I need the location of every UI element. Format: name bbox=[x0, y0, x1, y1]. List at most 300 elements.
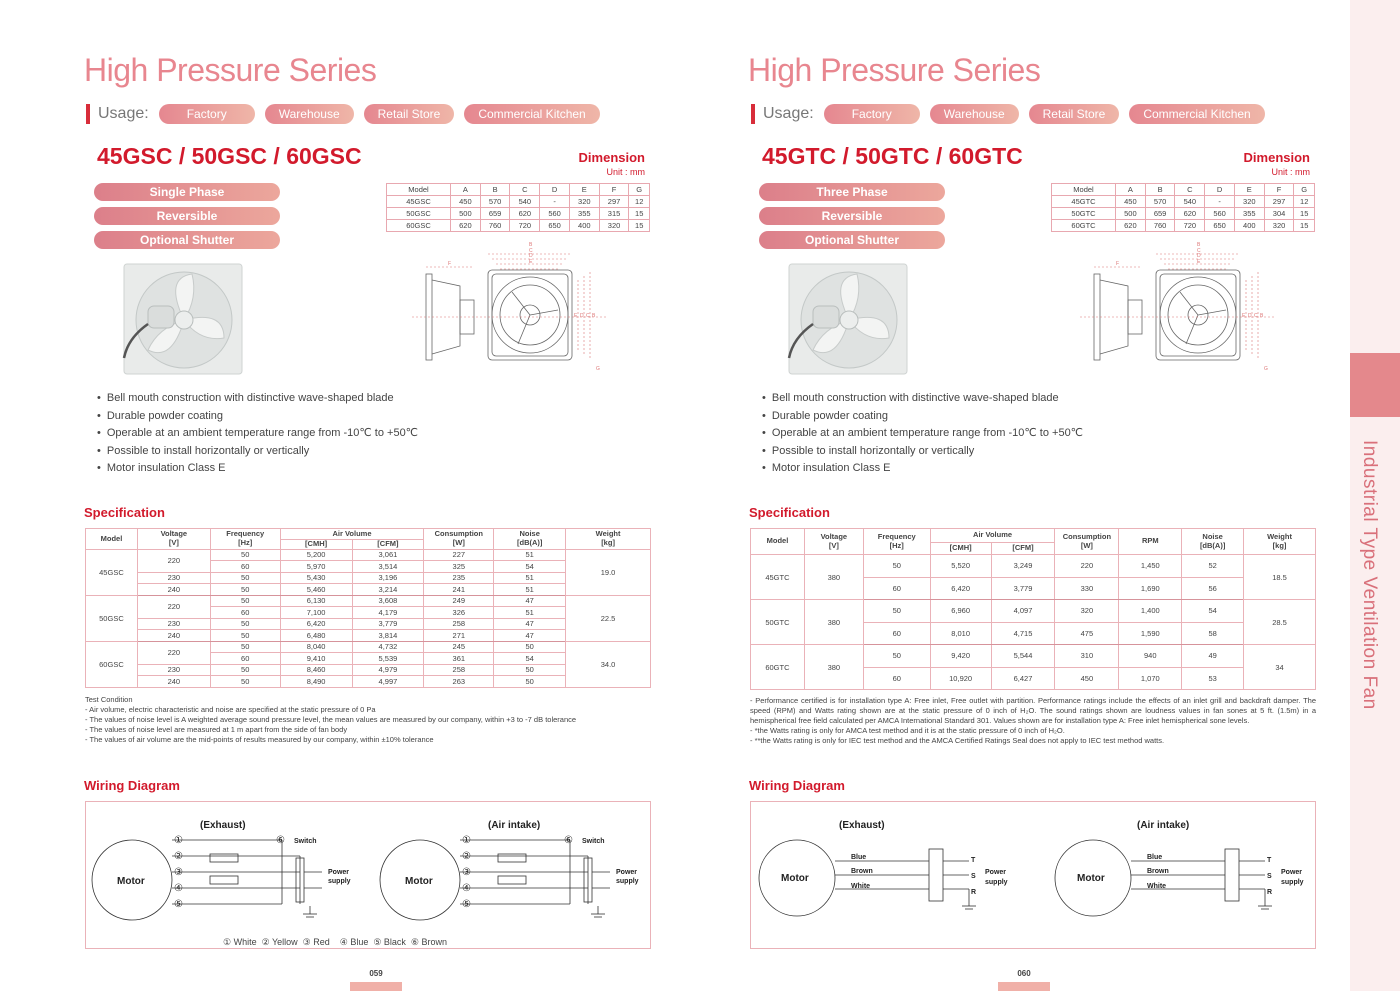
dim-cell: 15 bbox=[629, 220, 650, 232]
spec-cell: 1,450 bbox=[1119, 555, 1182, 578]
spec-cell: 271 bbox=[424, 630, 494, 642]
spec-model-cell: 50GTC bbox=[751, 600, 805, 645]
supply-label: supply bbox=[985, 879, 1008, 886]
spec-voltage-cell: 220 bbox=[137, 641, 210, 664]
dim-col-header: C bbox=[510, 184, 540, 196]
wire-color-label: White bbox=[1147, 883, 1167, 890]
dim-cell: - bbox=[540, 196, 570, 208]
spec-cell: 1,690 bbox=[1119, 577, 1182, 600]
svg-text:C: C bbox=[529, 248, 533, 254]
dimension-table bbox=[386, 183, 650, 232]
spec-voltage-cell: 220 bbox=[137, 549, 210, 572]
spec-cell: 3,249 bbox=[991, 555, 1055, 578]
power-label: Power bbox=[1281, 869, 1303, 876]
dim-cell: 297 bbox=[1264, 196, 1294, 208]
col-header-cfm: [CFM] bbox=[991, 543, 1055, 555]
spec-cell: 50 bbox=[210, 595, 280, 607]
spec-cell: 8,010 bbox=[930, 622, 991, 645]
list-item: • Possible to install horizontally or vertically bbox=[97, 443, 418, 461]
col-header-frequency bbox=[863, 529, 930, 555]
wire-color-label: Brown bbox=[851, 868, 873, 875]
spec-cell: 361 bbox=[424, 653, 494, 665]
svg-text:G: G bbox=[1264, 366, 1268, 372]
spec-cell: 5,970 bbox=[280, 561, 352, 573]
dim-cell: 12 bbox=[629, 196, 650, 208]
spec-cell: 4,997 bbox=[352, 676, 424, 688]
spec-cell: 6,130 bbox=[280, 595, 352, 607]
dim-cell: 12 bbox=[1294, 196, 1315, 208]
terminal-label: R bbox=[971, 889, 977, 896]
table-row bbox=[751, 645, 1316, 668]
spec-cell: 4,715 bbox=[991, 622, 1055, 645]
note-line: - The values of air volume are the mid-points of results measured by our company, within ±10% tolerance bbox=[85, 735, 434, 744]
series-title: High Pressure Series bbox=[748, 52, 1041, 88]
spec-model-cell: 45GSC bbox=[86, 549, 138, 595]
page-number: 059 bbox=[369, 969, 383, 978]
fan-product-image bbox=[112, 258, 247, 378]
spec-cell: 3,779 bbox=[352, 618, 424, 630]
spec-cell: 1,400 bbox=[1119, 600, 1182, 623]
spec-title: Specification bbox=[84, 505, 165, 520]
list-item: • Operable at an ambient temperature range from -10℃ to +50℃ bbox=[762, 425, 1083, 443]
supply-label: supply bbox=[616, 878, 639, 885]
table-row bbox=[751, 600, 1316, 623]
dim-cell: 400 bbox=[569, 220, 599, 232]
svg-text:B: B bbox=[1260, 313, 1264, 319]
usage-row bbox=[751, 104, 1275, 124]
wiring-title: Wiring Diagram bbox=[84, 778, 180, 793]
feature-pill-reversible: Reversible bbox=[759, 207, 945, 225]
wiring-diagram bbox=[751, 802, 1315, 948]
table-row bbox=[751, 555, 1316, 578]
frequency-unit: [Hz] bbox=[889, 540, 904, 550]
table-row bbox=[86, 595, 651, 607]
voltage-unit: [V] bbox=[828, 540, 839, 550]
usage-tag-retail: Retail Store bbox=[364, 104, 455, 124]
dim-cell: 45GSC bbox=[387, 196, 451, 208]
spec-cell: 50 bbox=[210, 676, 280, 688]
dim-cell: 355 bbox=[1234, 208, 1264, 220]
svg-text:E: E bbox=[1197, 259, 1201, 265]
spec-cell: 475 bbox=[1055, 622, 1119, 645]
spec-cell: 53 bbox=[1182, 667, 1244, 690]
dim-cell: 659 bbox=[480, 208, 510, 220]
motor-label: Motor bbox=[117, 876, 145, 887]
spec-weight-cell: 18.5 bbox=[1244, 555, 1316, 600]
usage-tag-kitchen: Commercial Kitchen bbox=[464, 104, 599, 124]
dim-cell: 15 bbox=[629, 208, 650, 220]
spec-cell: 263 bbox=[424, 676, 494, 688]
spec-cell: 3,814 bbox=[352, 630, 424, 642]
feature-pill-shutter: Optional Shutter bbox=[759, 231, 945, 249]
spec-voltage-cell: 220 bbox=[137, 595, 210, 618]
weight-unit: [kg] bbox=[601, 537, 615, 547]
spec-cell: 258 bbox=[424, 618, 494, 630]
dimension-unit: Unit : mm bbox=[1271, 167, 1310, 177]
feature-pill-shutter: Optional Shutter bbox=[94, 231, 280, 249]
dim-col-header: Model bbox=[1052, 184, 1116, 196]
dim-cell: 760 bbox=[480, 220, 510, 232]
terminal-label: S bbox=[971, 873, 976, 880]
col-header-model: Model bbox=[86, 529, 138, 550]
spec-cell: 54 bbox=[494, 561, 566, 573]
svg-text:B: B bbox=[592, 313, 596, 319]
spec-cell: 3,061 bbox=[352, 549, 424, 561]
usage-row bbox=[86, 104, 610, 124]
wire-number: ⑤ bbox=[462, 899, 471, 910]
wire-color-label: Brown bbox=[1147, 868, 1169, 875]
list-item: • Bell mouth construction with distinctive wave-shaped blade bbox=[762, 390, 1083, 408]
spec-cell: 6,420 bbox=[280, 618, 352, 630]
spec-cell: 60 bbox=[210, 561, 280, 573]
spec-weight-cell: 19.0 bbox=[566, 549, 651, 595]
spec-table bbox=[750, 528, 1316, 690]
svg-text:C: C bbox=[586, 313, 590, 319]
spec-voltage-cell: 240 bbox=[137, 630, 210, 642]
svg-text:B: B bbox=[529, 242, 533, 248]
spec-cell: 9,420 bbox=[930, 645, 991, 668]
dim-cell: 620 bbox=[451, 220, 481, 232]
spec-cell: 5,544 bbox=[991, 645, 1055, 668]
spec-cell: 3,779 bbox=[991, 577, 1055, 600]
spec-voltage-cell: 230 bbox=[137, 664, 210, 676]
power-label: Power bbox=[328, 869, 350, 876]
dim-col-header: D bbox=[540, 184, 570, 196]
dim-cell: 304 bbox=[1264, 208, 1294, 220]
spec-cell: 7,100 bbox=[280, 607, 352, 619]
dim-col-header: E bbox=[1234, 184, 1264, 196]
dim-cell: 320 bbox=[1264, 220, 1294, 232]
list-item: • Durable powder coating bbox=[97, 408, 418, 426]
wiring-diagram-box bbox=[85, 801, 651, 949]
feature-pill-phase: Single Phase bbox=[94, 183, 280, 201]
wire-number: ④ bbox=[462, 883, 471, 894]
dim-cell: 45GTC bbox=[1052, 196, 1116, 208]
spec-cell: 47 bbox=[494, 618, 566, 630]
spec-voltage-cell: 230 bbox=[137, 618, 210, 630]
dim-cell: 540 bbox=[1175, 196, 1205, 208]
page-number-bar bbox=[998, 982, 1050, 991]
spec-cell: 50 bbox=[210, 618, 280, 630]
page-right bbox=[700, 0, 1350, 991]
note-line: - *the Watts rating is only for AMCA test method and it is at the static pressure of 0 inch of H₂O. bbox=[750, 726, 1065, 735]
col-header-cmh: [CMH] bbox=[930, 543, 991, 555]
spec-cell: 50 bbox=[210, 664, 280, 676]
dim-cell: 60GSC bbox=[387, 220, 451, 232]
dimension-diagram bbox=[1080, 240, 1280, 380]
side-tab-marker bbox=[1350, 353, 1400, 417]
table-row bbox=[1052, 208, 1315, 220]
exhaust-label: (Exhaust) bbox=[839, 820, 885, 831]
dim-col-header: E bbox=[569, 184, 599, 196]
terminal-label: S bbox=[1267, 873, 1272, 880]
wire-number: ③ bbox=[462, 867, 471, 878]
consumption-unit: [W] bbox=[1080, 540, 1093, 550]
dim-cell: 620 bbox=[510, 208, 540, 220]
consumption-label: Consumption bbox=[1062, 532, 1112, 541]
dim-cell: 650 bbox=[540, 220, 570, 232]
wire-number: ① bbox=[462, 835, 471, 846]
spec-cell: 4,732 bbox=[352, 641, 424, 653]
feature-pill-reversible: Reversible bbox=[94, 207, 280, 225]
spec-cell: 47 bbox=[494, 630, 566, 642]
dim-cell: 355 bbox=[569, 208, 599, 220]
spec-cell: 8,460 bbox=[280, 664, 352, 676]
weight-label: Weight bbox=[1267, 532, 1292, 541]
spec-cell: 4,097 bbox=[991, 600, 1055, 623]
spec-voltage-cell: 380 bbox=[804, 555, 863, 600]
svg-text:F: F bbox=[448, 261, 452, 267]
weight-unit: [kg] bbox=[1272, 540, 1287, 550]
usage-tag-factory: Factory bbox=[159, 104, 255, 124]
wire-number: ② bbox=[174, 851, 183, 862]
feature-list bbox=[762, 390, 1083, 478]
col-header-frequency bbox=[210, 529, 280, 550]
spec-cell: 54 bbox=[1182, 600, 1244, 623]
spec-cell: 5,430 bbox=[280, 572, 352, 584]
wire-color-label: White bbox=[851, 883, 871, 890]
col-header-air-volume: Air Volume bbox=[930, 529, 1055, 543]
svg-text:B: B bbox=[1197, 242, 1201, 248]
intake-label: (Air intake) bbox=[488, 820, 541, 831]
noise-unit: [dB(A)] bbox=[1199, 540, 1226, 550]
dim-cell: 560 bbox=[540, 208, 570, 220]
spec-cell: 50 bbox=[210, 630, 280, 642]
fan-product-image bbox=[777, 258, 912, 378]
spec-cell: 51 bbox=[494, 584, 566, 596]
spec-cell: 3,514 bbox=[352, 561, 424, 573]
wire-number: ② bbox=[462, 851, 471, 862]
usage-tag-warehouse: Warehouse bbox=[265, 104, 354, 124]
wire-color-label: Blue bbox=[1147, 854, 1163, 861]
feature-pill-phase: Three Phase bbox=[759, 183, 945, 201]
dim-cell: 540 bbox=[510, 196, 540, 208]
dim-cell: - bbox=[1205, 196, 1235, 208]
col-header-noise bbox=[494, 529, 566, 550]
dim-cell: 320 bbox=[569, 196, 599, 208]
spec-cell: 6,427 bbox=[991, 667, 1055, 690]
dim-cell: 620 bbox=[1175, 208, 1205, 220]
svg-text:F: F bbox=[1116, 261, 1120, 267]
spec-cell: 5,520 bbox=[930, 555, 991, 578]
spec-cell: 50 bbox=[863, 555, 930, 578]
dim-cell: 315 bbox=[599, 208, 629, 220]
voltage-label: Voltage bbox=[820, 532, 848, 541]
motor-label: Motor bbox=[405, 876, 433, 887]
spec-cell: 325 bbox=[424, 561, 494, 573]
spec-cell: 50 bbox=[210, 641, 280, 653]
spec-model-cell: 60GSC bbox=[86, 641, 138, 687]
spec-cell: 60 bbox=[210, 607, 280, 619]
dim-cell: 720 bbox=[510, 220, 540, 232]
dim-col-header: Model bbox=[387, 184, 451, 196]
svg-text:E: E bbox=[1242, 313, 1246, 319]
svg-text:G: G bbox=[596, 366, 600, 372]
svg-text:E: E bbox=[574, 313, 578, 319]
weight-label: Weight bbox=[595, 529, 621, 539]
spec-cell: 241 bbox=[424, 584, 494, 596]
frequency-label: Frequency bbox=[877, 532, 916, 541]
spec-cell: 60 bbox=[863, 577, 930, 600]
wire-number: ③ bbox=[174, 867, 183, 878]
spec-cell: 51 bbox=[494, 572, 566, 584]
wire-color-label: Blue bbox=[851, 854, 867, 861]
frequency-unit: [Hz] bbox=[238, 537, 253, 547]
col-header-voltage bbox=[804, 529, 863, 555]
dim-cell: 450 bbox=[1116, 196, 1146, 208]
spec-header-row bbox=[751, 529, 1316, 543]
spec-cell: 56 bbox=[1182, 577, 1244, 600]
noise-unit: [dB(A)] bbox=[516, 537, 543, 547]
dim-col-header: B bbox=[480, 184, 510, 196]
note-line: - The values of noise level are measured at 1 m apart from the side of fan body bbox=[85, 725, 348, 734]
svg-text:D: D bbox=[1197, 253, 1201, 259]
supply-label: supply bbox=[1281, 879, 1304, 886]
list-item: • Motor insulation Class E bbox=[762, 460, 1083, 478]
spec-voltage-cell: 240 bbox=[137, 676, 210, 688]
spec-cell: 50 bbox=[863, 600, 930, 623]
spec-cell: 1,070 bbox=[1119, 667, 1182, 690]
voltage-unit: [V] bbox=[168, 537, 179, 547]
table-row bbox=[1052, 220, 1315, 232]
svg-text:C: C bbox=[1197, 248, 1201, 254]
list-item: • Operable at an ambient temperature range from -10℃ to +50℃ bbox=[97, 425, 418, 443]
usage-label: Usage: bbox=[763, 105, 814, 122]
spec-cell: 50 bbox=[494, 664, 566, 676]
spec-notes bbox=[750, 696, 1316, 746]
wire-number: ⑥ bbox=[564, 835, 573, 846]
consumption-unit: [W] bbox=[452, 537, 465, 547]
dim-cell: 50GTC bbox=[1052, 208, 1116, 220]
spec-cell: 51 bbox=[494, 549, 566, 561]
dim-cell: 500 bbox=[451, 208, 481, 220]
spec-cell: 245 bbox=[424, 641, 494, 653]
power-label: Power bbox=[616, 869, 638, 876]
spec-cell: 6,480 bbox=[280, 630, 352, 642]
dim-cell: 650 bbox=[1205, 220, 1235, 232]
spec-cell: 310 bbox=[1055, 645, 1119, 668]
model-title: 45GSC / 50GSC / 60GSC bbox=[97, 143, 362, 169]
spec-cell: 50 bbox=[210, 572, 280, 584]
spec-cell: 5,200 bbox=[280, 549, 352, 561]
spec-cell: 235 bbox=[424, 572, 494, 584]
spec-cell: 3,608 bbox=[352, 595, 424, 607]
dimension-header-row bbox=[1052, 184, 1315, 196]
wire-number: ④ bbox=[174, 883, 183, 894]
spec-cell: 50 bbox=[210, 549, 280, 561]
dim-cell: 320 bbox=[599, 220, 629, 232]
spec-table bbox=[85, 528, 651, 688]
spec-cell: 51 bbox=[494, 607, 566, 619]
frequency-label: Frequency bbox=[226, 529, 265, 539]
noise-label: Noise bbox=[519, 529, 540, 539]
intake-label: (Air intake) bbox=[1137, 820, 1190, 831]
list-item: • Motor insulation Class E bbox=[97, 460, 418, 478]
spec-notes bbox=[85, 695, 651, 745]
spec-cell: 60 bbox=[863, 622, 930, 645]
svg-text:D: D bbox=[580, 313, 584, 319]
list-item: • Durable powder coating bbox=[762, 408, 1083, 426]
note-line: - **the Watts rating is only for IEC test method and the AMCA Certified Ratings Seal does not apply to IEC test method watts. bbox=[750, 736, 1165, 745]
feature-list bbox=[97, 390, 418, 478]
col-header-consumption bbox=[1055, 529, 1119, 555]
dim-cell: 570 bbox=[480, 196, 510, 208]
note-line: - The values of noise level is A weighted average sound pressure level, the mean values are measured by our company, within +3 to -7 dB tolerance bbox=[85, 715, 577, 724]
spec-cell: 50 bbox=[863, 645, 930, 668]
note-line: Test Condition bbox=[85, 695, 133, 704]
col-header-rpm: RPM bbox=[1119, 529, 1182, 555]
dim-cell: 50GSC bbox=[387, 208, 451, 220]
usage-tag-retail: Retail Store bbox=[1029, 104, 1120, 124]
col-header-model: Model bbox=[751, 529, 805, 555]
dim-cell: 659 bbox=[1145, 208, 1175, 220]
power-label: Power bbox=[985, 869, 1007, 876]
dim-cell: 400 bbox=[1234, 220, 1264, 232]
dim-cell: 500 bbox=[1116, 208, 1146, 220]
supply-label: supply bbox=[328, 878, 351, 885]
side-tab bbox=[1350, 0, 1400, 991]
usage-tag-kitchen: Commercial Kitchen bbox=[1129, 104, 1264, 124]
motor-label: Motor bbox=[1077, 873, 1105, 884]
dimension-unit: Unit : mm bbox=[606, 167, 645, 177]
spec-cell: 50 bbox=[494, 641, 566, 653]
spec-cell: 60 bbox=[210, 653, 280, 665]
spec-cell: 10,920 bbox=[930, 667, 991, 690]
terminal-label: T bbox=[1267, 857, 1272, 864]
wire-color-legend: ① White ② Yellow ③ Red ④ Blue ⑤ Black ⑥ Brown bbox=[223, 937, 447, 947]
spec-cell: 54 bbox=[494, 653, 566, 665]
dim-col-header: G bbox=[629, 184, 650, 196]
side-tab-label: Industrial Type Ventilation Fan bbox=[1359, 440, 1380, 710]
terminal-label: T bbox=[971, 857, 976, 864]
page-number-bar bbox=[350, 982, 402, 991]
spec-weight-cell: 34 bbox=[1244, 645, 1316, 690]
spec-cell: 49 bbox=[1182, 645, 1244, 668]
model-title: 45GTC / 50GTC / 60GTC bbox=[762, 143, 1023, 169]
spec-voltage-cell: 230 bbox=[137, 572, 210, 584]
spec-voltage-cell: 380 bbox=[804, 600, 863, 645]
dim-cell: 320 bbox=[1234, 196, 1264, 208]
dim-col-header: G bbox=[1294, 184, 1315, 196]
svg-text:D: D bbox=[529, 253, 533, 259]
spec-cell: 6,420 bbox=[930, 577, 991, 600]
usage-marker bbox=[86, 104, 90, 124]
usage-tag-warehouse: Warehouse bbox=[930, 104, 1019, 124]
spec-cell: 940 bbox=[1119, 645, 1182, 668]
table-row bbox=[387, 220, 650, 232]
spec-cell: 227 bbox=[424, 549, 494, 561]
switch-label: Switch bbox=[582, 838, 605, 845]
table-row bbox=[387, 208, 650, 220]
dim-cell: 620 bbox=[1116, 220, 1146, 232]
table-row bbox=[387, 196, 650, 208]
spec-cell: 8,490 bbox=[280, 676, 352, 688]
usage-marker bbox=[751, 104, 755, 124]
exhaust-label: (Exhaust) bbox=[200, 820, 246, 831]
spec-weight-cell: 22.5 bbox=[566, 595, 651, 641]
table-row bbox=[86, 641, 651, 653]
note-line: - Air volume, electric characteristic and noise are specified at the static pressure of 0 Pa bbox=[85, 705, 376, 714]
spec-cell: 52 bbox=[1182, 555, 1244, 578]
spec-cell: 5,539 bbox=[352, 653, 424, 665]
dim-cell: 570 bbox=[1145, 196, 1175, 208]
spec-cell: 6,960 bbox=[930, 600, 991, 623]
dim-cell: 297 bbox=[599, 196, 629, 208]
svg-text:D: D bbox=[1248, 313, 1252, 319]
list-item: • Possible to install horizontally or vertically bbox=[762, 443, 1083, 461]
dim-col-header: A bbox=[1116, 184, 1146, 196]
spec-cell: 47 bbox=[494, 595, 566, 607]
